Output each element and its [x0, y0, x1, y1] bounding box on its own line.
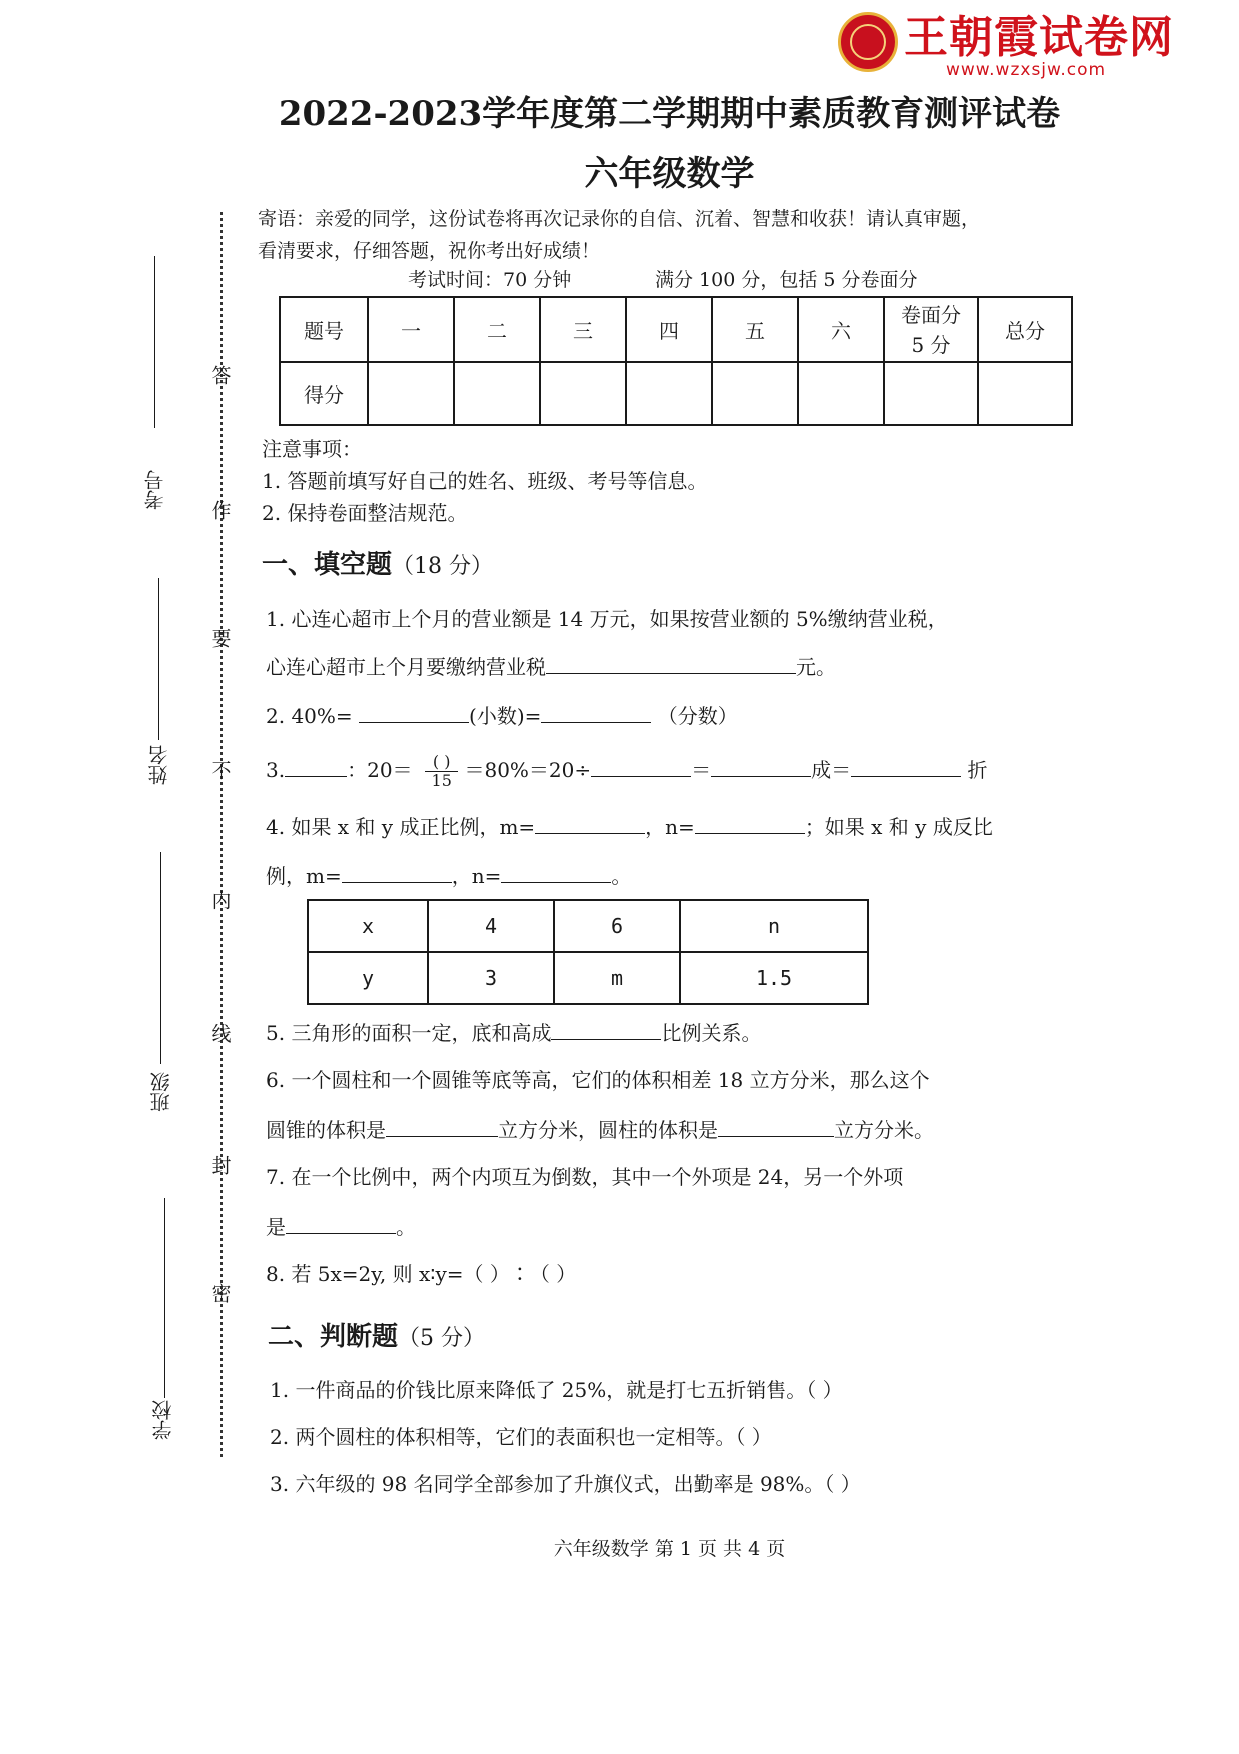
score-cell[interactable]	[454, 362, 540, 425]
xy-cell: 6	[554, 900, 680, 952]
question-1-line-2	[266, 651, 836, 682]
q7-answer-blank[interactable]	[286, 1211, 396, 1234]
logo-url: www.wzxsjw.com	[946, 60, 1107, 80]
xy-cell: x	[308, 900, 428, 952]
note-item: 2. 保持卷面整洁规范。	[262, 501, 468, 525]
q4-m-direct-blank[interactable]	[535, 811, 645, 834]
school-label: 学校	[151, 1400, 175, 1440]
seal-char: 不	[208, 760, 232, 780]
judge-question-3: 3. 六年级的 98 名同学全部参加了升旗仪式，出勤率是 98%。（ ）	[270, 1472, 861, 1496]
q2-fraction-blank[interactable]	[541, 700, 651, 723]
section-2-score: （5 分）	[398, 1326, 486, 1351]
seal-char: 作	[208, 500, 232, 520]
score-cell[interactable]	[368, 362, 454, 425]
q3-divisor-blank[interactable]	[591, 754, 691, 777]
q5-text-2: 比例关系。	[661, 1021, 762, 1045]
q3-cheng-blank[interactable]	[711, 754, 811, 777]
score-header-cell: 一	[368, 297, 454, 362]
score-header-cell: 五	[712, 297, 798, 362]
xy-cell: 3	[428, 952, 554, 1004]
q3-text-2: ＝80%＝20÷	[464, 758, 592, 782]
seal-emblem-icon	[838, 12, 898, 72]
question-7-line-2	[266, 1211, 416, 1242]
seal-char: 答	[208, 365, 232, 385]
q6-cone-blank[interactable]	[386, 1114, 498, 1137]
question-1-line-1: 1. 心连心超市上个月的营业额是 14 万元，如果按营业额的 5%缴纳营业税，	[266, 607, 948, 631]
paper-score-label: 卷面分	[901, 302, 961, 327]
question-7-line-1: 7. 在一个比例中，两个内项互为倒数，其中一个外项是 24，另一个外项	[266, 1165, 904, 1189]
q2-text-2: (小数)=	[469, 704, 542, 728]
note-item: 1. 答题前填写好自己的姓名、班级、考号等信息。	[262, 469, 708, 493]
xy-table	[307, 899, 869, 1005]
q4-n-inverse-blank[interactable]	[501, 860, 611, 883]
xy-cell: m	[554, 952, 680, 1004]
q4-text: 4. 如果 x 和 y 成正比例，m=	[266, 815, 536, 839]
q3-numerator[interactable]: ( )	[425, 753, 459, 772]
question-5	[266, 1017, 761, 1048]
question-6-line-1: 6. 一个圆柱和一个圆锥等底等高，它们的体积相差 18 立方分米，那么这个	[266, 1068, 930, 1092]
score-cell[interactable]	[712, 362, 798, 425]
q4-text-2: ，n=	[645, 815, 695, 839]
site-logo	[838, 12, 1178, 82]
q3-text-4: 成＝	[811, 758, 852, 782]
q6-text-2: 立方分米，圆柱的体积是	[498, 1118, 718, 1142]
seal-dotted-line	[220, 212, 223, 1457]
q7-text-2: 。	[396, 1215, 416, 1239]
class-label: 班级	[149, 1072, 173, 1112]
score-cell[interactable]	[540, 362, 626, 425]
logo-name: 王朝霞试卷网	[904, 12, 1174, 63]
question-4-line-2	[266, 860, 631, 891]
q2-decimal-blank[interactable]	[359, 700, 469, 723]
name-label: 姓名	[147, 745, 171, 785]
full-score: 满分 100 分，包括 5 分卷面分	[655, 269, 918, 291]
q4-n-direct-blank[interactable]	[695, 811, 805, 834]
q4-text-4: 例，m=	[266, 864, 342, 888]
q1-answer-blank[interactable]	[546, 651, 796, 674]
section-1-heading	[262, 544, 493, 581]
q7-text: 是	[266, 1215, 286, 1239]
q3-denominator: 15	[431, 771, 452, 790]
score-header-cell: 题号	[280, 297, 368, 362]
q6-text: 圆锥的体积是	[266, 1118, 386, 1142]
q3-fraction	[425, 753, 459, 790]
school-field[interactable]	[164, 1198, 165, 1398]
notes-title: 注意事项：	[262, 437, 362, 461]
score-cell[interactable]	[798, 362, 884, 425]
question-3	[266, 753, 988, 790]
xy-cell: 4	[428, 900, 554, 952]
q5-text: 5. 三角形的面积一定，底和高成	[266, 1021, 552, 1045]
score-header-cell: 三	[540, 297, 626, 362]
seal-char: 密	[208, 1283, 232, 1303]
q5-answer-blank[interactable]	[551, 1017, 661, 1040]
class-field[interactable]	[160, 852, 161, 1064]
exam-number-label: 考号	[143, 470, 167, 510]
section-1-title: 一、填空题	[262, 550, 393, 580]
paper-score-value: 5 分	[911, 332, 951, 357]
score-table	[279, 296, 1073, 426]
q6-text-3: 立方分米。	[834, 1118, 934, 1142]
q3-discount-blank[interactable]	[851, 754, 961, 777]
score-header-cell: 二	[454, 297, 540, 362]
name-field[interactable]	[158, 578, 159, 740]
q2-text-3: （分数）	[657, 704, 738, 728]
score-header-cell: 四	[626, 297, 712, 362]
question-6-line-2	[266, 1114, 934, 1145]
q2-text: 2. 40%=	[266, 704, 353, 728]
q3-text-3: ＝	[691, 758, 712, 782]
exam-number-field[interactable]	[154, 256, 155, 428]
score-cell[interactable]	[978, 362, 1072, 425]
q4-m-inverse-blank[interactable]	[342, 860, 452, 883]
xy-cell: 1.5	[680, 952, 868, 1004]
score-row-label: 得分	[280, 362, 368, 425]
q4-text-3: ；如果 x 和 y 成反比	[804, 815, 993, 839]
seal-char: 封	[208, 1155, 232, 1175]
xy-cell: n	[680, 900, 868, 952]
exam-title: 2022-2023学年度第二学期期中素质教育测评试卷	[278, 94, 1061, 134]
q3-ratio-blank[interactable]	[285, 754, 347, 777]
section-2-title: 二、判断题	[268, 1322, 399, 1352]
q6-cylinder-blank[interactable]	[718, 1114, 834, 1137]
judge-question-1: 1. 一件商品的价钱比原来降低了 25%，就是打七五折销售。（ ）	[270, 1378, 843, 1402]
score-header-cell: 六	[798, 297, 884, 362]
q4-text-6: 。	[611, 864, 632, 888]
q3-text: ：20＝	[347, 758, 413, 782]
score-header-paper-cell	[884, 297, 978, 362]
q3-number: 3.	[266, 758, 286, 782]
score-header-cell: 总分	[978, 297, 1072, 362]
exam-time: 考试时间：70 分钟	[408, 269, 572, 291]
score-cell[interactable]	[884, 362, 978, 425]
seal-char: 内	[208, 890, 232, 910]
exam-subtitle: 六年级数学	[584, 154, 755, 194]
seal-char: 要	[208, 628, 232, 648]
q4-text-5: ，n=	[451, 864, 502, 888]
score-cell[interactable]	[626, 362, 712, 425]
intro-line-2: 看清要求，仔细答题，祝你考出好成绩！	[258, 240, 601, 262]
intro-line-1: 寄语：亲爱的同学，这份试卷将再次记录你的自信、沉着、智慧和收获！请认真审题，	[258, 208, 981, 230]
seal-char: 线	[208, 1023, 232, 1043]
section-1-score: （18 分）	[392, 554, 494, 579]
page-footer: 六年级数学 第 1 页 共 4 页	[553, 1538, 786, 1560]
question-2	[266, 700, 738, 731]
question-8: 8. 若 5x=2y, 则 x∶y=（ ）∶（ ）	[266, 1262, 577, 1286]
q3-text-5: 折	[967, 758, 988, 782]
xy-cell: y	[308, 952, 428, 1004]
q1-unit: 元。	[796, 655, 836, 679]
question-4-line-1	[266, 811, 993, 842]
section-2-heading	[268, 1316, 485, 1353]
judge-question-2: 2. 两个圆柱的体积相等，它们的表面积也一定相等。（ ）	[270, 1425, 772, 1449]
q1-text: 心连心超市上个月要缴纳营业税	[266, 655, 546, 679]
